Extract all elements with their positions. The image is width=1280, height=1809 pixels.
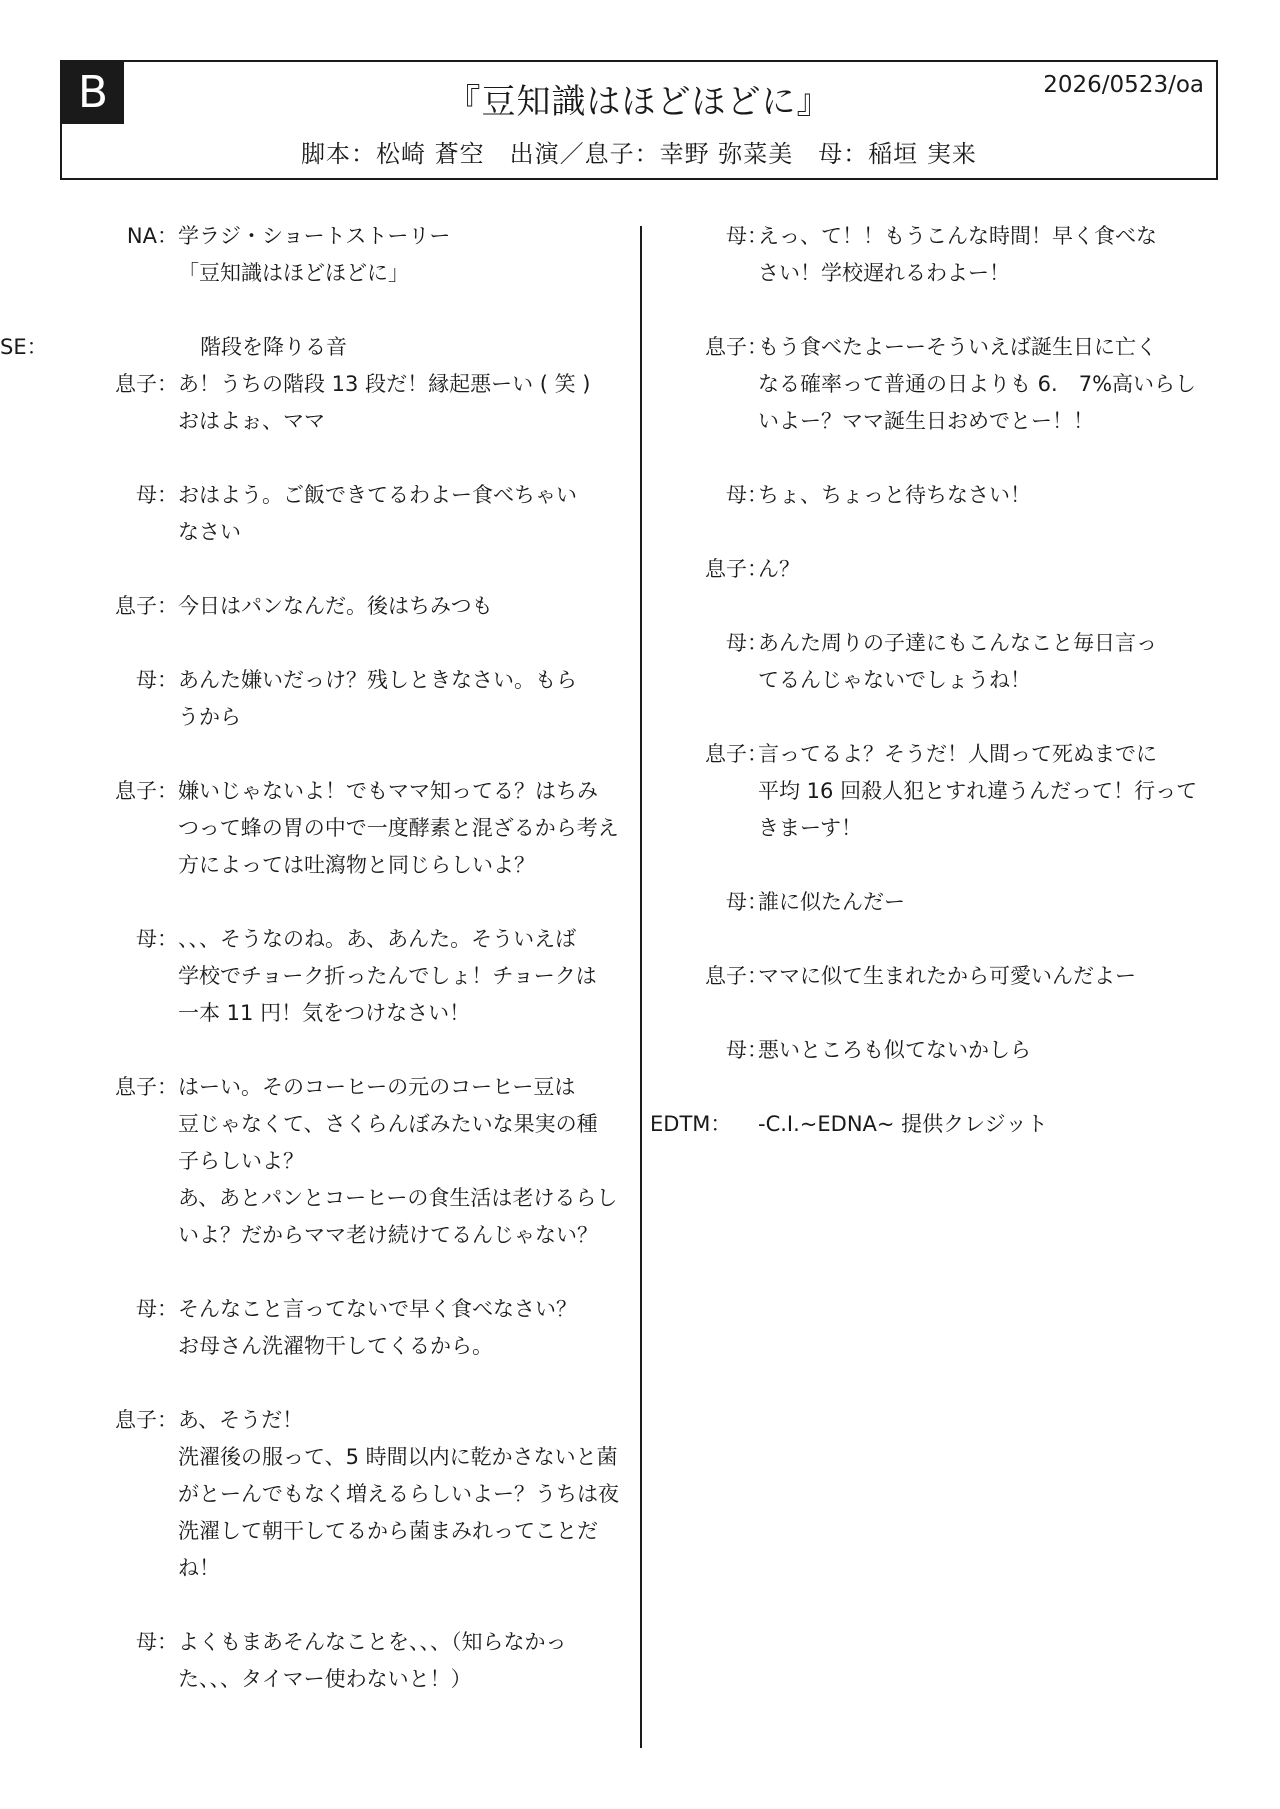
dialogue-text: 悪いところも似てないかしら — [758, 1038, 1031, 1062]
dialogue-text: ママに似て生まれたから可愛いんだよー — [758, 964, 1136, 988]
script-line-se — [0, 329, 632, 366]
script-line — [650, 218, 1210, 292]
script-line — [650, 1032, 1210, 1069]
dialogue-text: ん？ — [758, 557, 800, 581]
dialogue-text: おはよう。ご飯できてるわよー食べちゃい なさい — [178, 483, 577, 544]
page-title: 『豆知識はほどほどに』 — [446, 82, 832, 122]
dialogue-text: そんなこと言ってないで早く食べなさい？ お母さん洗濯物干してくるから。 — [178, 1297, 577, 1358]
speaker-label: 母： — [726, 1038, 768, 1062]
speaker-label: EDTM： — [650, 1112, 732, 1136]
broadcast-date: 2026/0523/oa — [1043, 72, 1204, 98]
speaker-label: 息子： — [115, 1408, 178, 1432]
script-line — [0, 1402, 632, 1587]
dialogue-text: ちょ、ちょっと待ちなさい！ — [758, 483, 1031, 507]
speaker-label: 息子： — [115, 779, 178, 803]
dialogue-text: -C.I.~EDNA~ 提供クレジット — [758, 1112, 1048, 1136]
script-column-left — [0, 218, 632, 1735]
dialogue-text: よくもまあそんなことを、、、（知らなかっ た、、、タイマー使わないと！） — [178, 1630, 567, 1691]
header-box — [60, 60, 1218, 180]
script-line — [650, 625, 1210, 699]
speaker-label: 母： — [136, 1630, 178, 1654]
dialogue-text: 階段を降りる音 — [200, 335, 347, 359]
speaker-label: 母： — [726, 483, 768, 507]
dialogue-text: 言ってるよ？そうだ！人間って死ぬまでに 平均 16 回殺人犯とすれ違うんだって！行って きまーす！ — [758, 742, 1198, 840]
script-line — [0, 477, 632, 551]
script-line — [650, 958, 1210, 995]
speaker-label: 息子： — [705, 964, 768, 988]
dialogue-text: 「豆知識はほどほどに」 — [178, 261, 409, 285]
dialogue-text: あんた周りの子達にもこんなこと毎日言っ てるんじゃないでしょうね！ — [758, 631, 1157, 692]
script-column-right — [650, 218, 1210, 1180]
dialogue-text: えっ、て！！もうこんな時間！早く食べな さい！学校遅れるわよー！ — [758, 224, 1157, 285]
script-line — [0, 1624, 632, 1698]
speaker-label: 息子： — [115, 372, 178, 396]
dialogue-text: はーい。そのコーヒーの元のコーヒー豆は 豆じゃなくて、さくらんぼみたいな果実の種 子らしいよ？ あ、あとパンとコーヒーの食生活は老けるらし いよ？だからママ老け続けてるんじゃない？ — [178, 1075, 618, 1247]
dialogue-text: あ、そうだ！ 洗濯後の服って、5 時間以内に乾かさないと菌 がとーんでもなく増えるらしいよー？うちは夜 洗濯して朝干してるから菌まみれってことだ ね！ — [178, 1408, 619, 1580]
speaker-label: SE： — [0, 335, 48, 359]
speaker-label: 母： — [136, 1297, 178, 1321]
speaker-label: 母： — [726, 224, 768, 248]
dialogue-text: もう食べたよーーそういえば誕生日に亡く なる確率って普通の日よりも 6. 7%高いらし いよー？ママ誕生日おめでとー！！ — [758, 335, 1197, 433]
script-line-na-title — [0, 255, 632, 292]
script-line — [0, 1069, 632, 1254]
speaker-label: 母： — [726, 890, 768, 914]
dialogue-text: あんた嫌いだっけ？残しときなさい。もら うから — [178, 668, 577, 729]
dialogue-text: 、、、そうなのね。あ、あんた。そういえば 学校でチョーク折ったんでしょ！チョークは 一本 11 円！気をつけなさい！ — [178, 927, 597, 1025]
script-line — [0, 921, 632, 1032]
speaker-label: 息子： — [115, 1075, 178, 1099]
script-line — [0, 773, 632, 884]
script-line-na — [0, 218, 632, 255]
speaker-label: 息子： — [705, 335, 768, 359]
script-line — [650, 736, 1210, 847]
speaker-label: NA： — [126, 224, 178, 248]
speaker-label: 母： — [136, 668, 178, 692]
speaker-label: 息子： — [705, 742, 768, 766]
script-line — [650, 329, 1210, 440]
speaker-label: 母： — [136, 483, 178, 507]
dialogue-text: 学ラジ・ショートストーリー — [178, 224, 451, 248]
credits-line: 脚本：松崎 蒼空 出演／息子：幸野 弥菜美 母：稲垣 実来 — [301, 140, 977, 168]
dialogue-text: 嫌いじゃないよ！でもママ知ってる？はちみ つって蜂の胃の中で一度酵素と混ざるから考え 方によっては吐瀉物と同じらしいよ？ — [178, 779, 619, 877]
dialogue-text: 今日はパンなんだ。後はちみつも — [178, 594, 493, 618]
script-line — [0, 588, 632, 625]
speaker-label: 息子： — [115, 594, 178, 618]
script-line — [650, 884, 1210, 921]
speaker-label: 息子： — [705, 557, 768, 581]
dialogue-text: あ！うちの階段 13 段だ！縁起悪ーい ( 笑 ) おはよぉ、ママ — [178, 372, 591, 433]
script-line — [0, 662, 632, 736]
dialogue-text: 誰に似たんだー — [758, 890, 905, 914]
script-line — [0, 366, 632, 440]
script-line — [650, 477, 1210, 514]
speaker-label: 母： — [726, 631, 768, 655]
column-divider — [640, 226, 642, 1748]
script-line — [0, 1291, 632, 1365]
script-line — [650, 551, 1210, 588]
script-line-edtm — [650, 1106, 1210, 1143]
section-badge: B — [62, 62, 124, 124]
speaker-label: 母： — [136, 927, 178, 951]
